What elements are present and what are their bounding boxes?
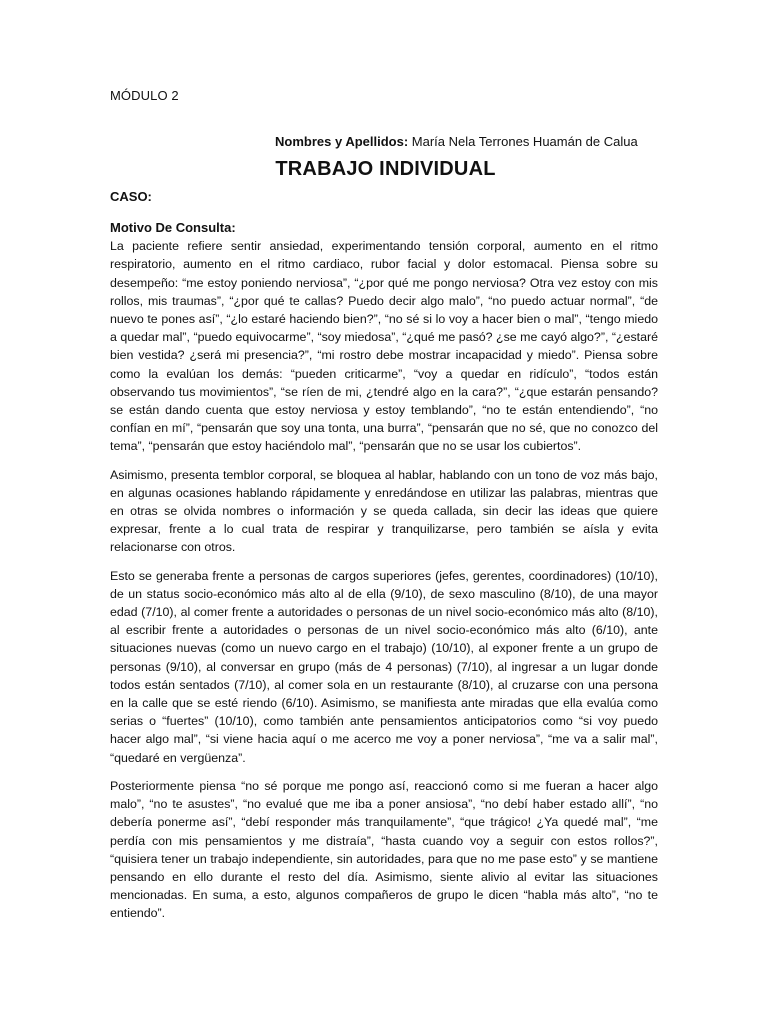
paragraph: Posteriormente piensa “no sé porque me pongo así, reaccionó como si me fueran a hacer algo malo”, “no te asustes”, “no evalué que me iba a poner ansiosa”, “no debí haber estado allí”, “no debería ponerme así”, “debí responder más tranquilamente”, “que trágico! ¿Ya quedé mal”, “me perdía con mis pensamientos y me distraía”, “hasta cuando voy a seguir con estos rollos?”, “quisiera tener un trabajo independiente, sin autoridades, para que no me pase esto” y se mantiene pensando en ello durante el resto del día. Asimismo, siente alivio al evitar las situaciones mencionadas. En suma, a esto, algunos compañeros de grupo le dicen “habla más alto”, “no te entiendo”. — [110, 778, 658, 921]
author-label: Nombres y Apellidos: — [275, 134, 409, 149]
paragraph: Asimismo, presenta temblor corporal, se bloquea al hablar, hablando con un tono de voz más bajo, en algunas ocasiones hablando rápidamente y enredándose en utilizar las palabras, mientras que en otras se olvida nombres o información y se queda callada, sin decir las ideas que quiere expresar, frente a lo cual trata de respirar y tranquilizarse, pero también se aísla y evita relacionarse con otros. — [110, 467, 658, 555]
document-body — [110, 219, 658, 933]
document-title: TRABAJO INDIVIDUAL — [275, 158, 496, 180]
case-heading: CASO: — [110, 189, 152, 204]
author-line — [275, 134, 638, 149]
author-name: María Nela Terrones Huamán de Calua — [411, 134, 638, 149]
module-label: MÓDULO 2 — [110, 88, 179, 103]
section-heading: Motivo De Consulta: — [110, 220, 236, 235]
paragraph: Esto se generaba frente a personas de cargos superiores (jefes, gerentes, coordinadores) (10/10), de un status socio-económico más alto al de ella (9/10), de sexo masculino (8/10), de una mayor edad (7/10), al comer frente a autoridades o personas de un nivel socio-económico más alto (8/10), al escribir frente a autoridades o personas de un nivel socio-económico más alto (6/10), ante situaciones nuevas (como un nuevo cargo en el trabajo) (10/10), al exponer frente a un grupo de personas (9/10), al conversar en grupo (más de 4 personas) (7/10), al ingresar a un lugar donde todos están sentados (7/10), al comer sola en un restaurante (8/10), al cruzarse con una persona en la calle que se esté riendo (6/10). Asimismo, se manifiesta ante miradas que ella evalúa como serias o “fuertes” (10/10), como también ante pensamientos anticipatorios como “si voy puedo hacer algo mal”, “si viene hacia aquí o me acerco me voy a poner nerviosa”, “me va a salir mal”, “quedaré en vergüenza”. — [110, 568, 658, 765]
paragraph: La paciente refiere sentir ansiedad, experimentando tensión corporal, aumento en el ritmo respiratorio, aumento en el ritmo cardiaco, rubor facial y dolor estomacal. Piensa sobre su desempeño: “me estoy poniendo nerviosa”, “¿por qué me pongo nerviosa? Otra vez estoy con mis rollos, mis traumas”, “¿por qué te callas? Puedo decir algo malo”, “no puedo actuar normal”, “de nuevo te pones así”, “¿lo estaré haciendo bien?”, “no sé si lo voy a hacer bien o mal”, “tengo miedo a quedar mal”, “puedo equivocarme”, “soy miedosa”, “¿qué me pasó? ¿se me cayó algo?”, “¿estaré bien vestida? ¿será mi presencia?”, “mi rostro debe mostrar incapacidad y miedo”. Piensa sobre como la evalúan los demás: “pueden criticarme”, “voy a quedar en ridículo”, “todos están observando tus movimientos”, “se ríen de mi, ¿tendré algo en la cara?”, “¿que estarán pensando? se están dando cuenta que estoy nerviosa y estoy temblando”, “no te están entendiendo”, “no confían en mí”, “pensarán que soy una tonta, una burra”, “pensarán que no sé, que no conozco del tema”, “pensarán que estoy haciéndolo mal”, “pensarán que no se usar los cubiertos”. — [110, 239, 658, 454]
